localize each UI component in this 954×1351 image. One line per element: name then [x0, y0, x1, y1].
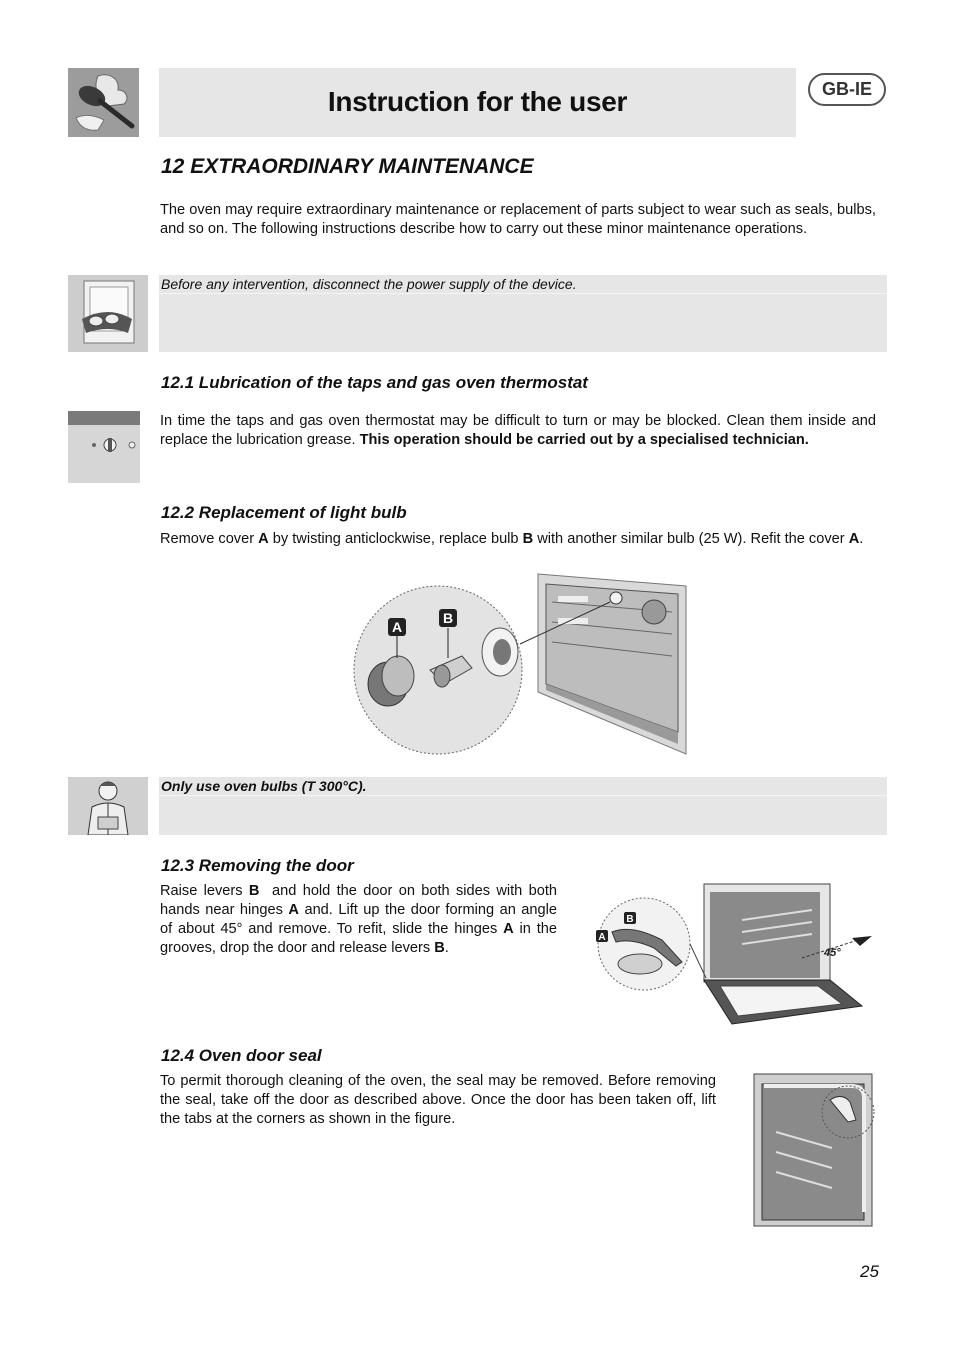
lubrication-paragraph: In time the taps and gas oven thermostat may be difficult to turn or may be blocked. Clean them inside and replace the lubrication grease. This operation should be carried out by a specialised technician.: [160, 413, 876, 448]
control-knob-icon: [68, 411, 140, 483]
fig-label-a: A: [391, 619, 403, 635]
door-seal-figure: [752, 1072, 878, 1230]
door-fig-label-b: B: [626, 914, 634, 925]
power-socket-icon: [68, 275, 148, 352]
subsection-heading-12-4: 12.4 Oven door seal: [161, 1046, 322, 1065]
technician-icon: [68, 777, 148, 835]
fig-angle-label: 45°: [824, 947, 841, 959]
bulb-note-text: Only use oven bulbs (T 300°C).: [161, 778, 367, 794]
door-fig-label-a: A: [598, 932, 606, 943]
intro-paragraph: The oven may require extraordinary maintenance or replacement of parts subject to wear such as seals, bulbs, and so on. The following instructions describe how to carry out these minor maintenance operations.: [160, 202, 876, 237]
chef-spoon-icon: [68, 68, 139, 137]
door-paragraph: Raise levers B and hold the door on both sides with both hands near hinges A and. Lift up the door forming an angle of about 45° and remove. To refit, slide the hinges A in the grooves, drop the door and release levers B.: [160, 883, 558, 956]
subsection-heading-12-3: 12.3 Removing the door: [161, 856, 354, 875]
fig-label-b: B: [442, 610, 454, 626]
door-removal-figure: [592, 880, 876, 1026]
page-number: 25: [860, 1262, 879, 1281]
page-title: Instruction for the user: [327, 86, 628, 117]
section-heading: 12 EXTRAORDINARY MAINTENANCE: [161, 155, 534, 178]
bulb-replacement-figure: [352, 572, 690, 757]
bulb-paragraph: Remove cover A by twisting anticlockwise, replace bulb B with another similar bulb (25 W). Refit the cover A.: [160, 531, 864, 547]
subsection-heading-12-2: 12.2 Replacement of light bulb: [161, 503, 407, 522]
language-badge: GB-IE: [808, 73, 886, 106]
seal-paragraph: To permit thorough cleaning of the oven, the seal may be removed. Before removing the seal, take off the door as described above. Once the door has been taken off, lift the tabs at the corners as shown in the figure.: [160, 1073, 716, 1127]
subsection-heading-12-1: 12.1 Lubrication of the taps and gas oven thermostat: [161, 373, 588, 392]
warning-text: Before any intervention, disconnect the power supply of the device.: [161, 276, 577, 292]
